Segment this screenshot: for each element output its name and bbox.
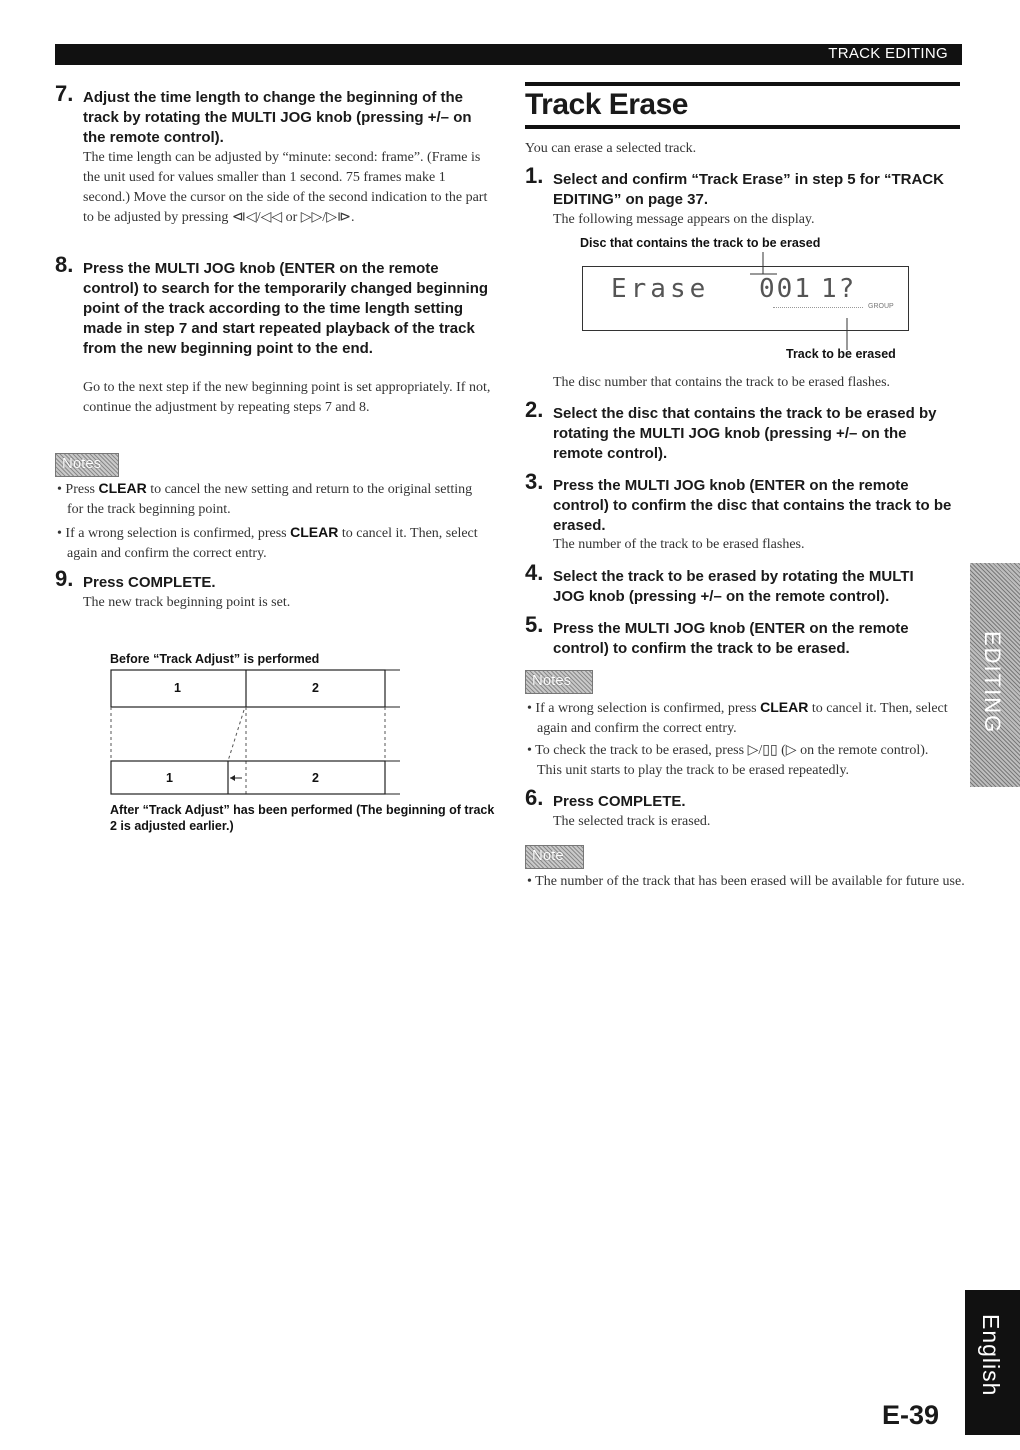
note-item: • If a wrong selection is confirmed, press CLEAR to cancel it. Then, select again and confirm the correct entry. [57,524,478,561]
guide-diagonal [228,710,244,761]
step-8 [55,252,495,359]
side-tab-editing-label: EDITING [980,631,1005,735]
step-number: 4. [525,560,544,585]
display-erase-text: Erase [611,274,710,304]
display-track-number: 1? [821,274,857,304]
step-title: Select the disc that contains the track to be erased by rotating the MULTI JOG knob (pressing +/– on the remote control). [553,405,937,462]
display-disc-number: 001 [759,274,812,304]
erase-step-6 [525,785,960,812]
display-bottom-label: Track to be erased [786,347,896,361]
title-rule-bottom [525,125,960,129]
step-8-body: Go to the next step if the new beginning point is set appropriately. If not, continue the adjustment by repeating steps 7 and 8. [83,380,491,415]
display-callout-lines [580,252,910,352]
right-notes-list [525,697,955,781]
note-label: Note [532,847,564,864]
step-7-body: The time length can be adjusted by “minute: second: frame”. (Frame is the unit used for values smaller than 1 second. 75 frames make 1 second.) Move the cursor on the side of the second indication to the part to be adjusted by pressing ⧏◁/◁◁ or ▷▷/▷⧐. [83,150,488,225]
step-7 [55,81,495,148]
erase-step-2 [525,397,960,464]
before-track-2: 2 [312,681,319,695]
diagram-before-label: Before “Track Adjust” is performed [110,652,320,666]
notes-heading [55,453,119,477]
page-number: E-39 [882,1400,940,1430]
intro-text: You can erase a selected track. [525,141,697,156]
step-number: 9. [55,566,74,591]
erase-step-5 [525,612,945,659]
step-number: 2. [525,397,544,422]
step-number: 5. [525,612,544,637]
step-number: 8. [55,252,74,277]
step-title: Press the MULTI JOG knob (ENTER on the remote control) to confirm the disc that contains the track to be erased. [553,477,952,534]
erase-notes-heading [525,670,593,694]
step-number: 6. [525,785,544,810]
note-heading [525,845,584,869]
final-note: • The number of the track that has been erased will be available for future use. [527,874,965,889]
header-bar [55,44,962,65]
step-title: Adjust the time length to change the beginning of the track by rotating the MULTI JOG knob (pressing +/– on the remote control). [83,89,472,146]
after-bar [111,761,385,794]
display-group-indicator: GROUP [868,303,894,310]
step-title: Press the MULTI JOG knob (ENTER on the remote control) to confirm the track to be erased. [553,620,909,657]
step-9-body: The new track beginning point is set. [83,595,291,610]
display-top-label: Disc that contains the track to be erased [580,236,821,250]
step-title: Press COMPLETE. [83,574,216,591]
track-adjust-diagram [108,668,408,800]
notes-label: Notes [532,672,572,689]
section-title: Track Erase [525,88,688,121]
after-track-1: 1 [166,771,173,785]
side-tab-english [965,1290,1020,1435]
step-number: 1. [525,163,544,188]
section-header-title: TRACK EDITING [828,45,948,62]
step-title: Press the MULTI JOG knob (ENTER on the remote control) to search for the temporarily changed beginning point of the track according to the time length setting made in step 7 and start repeated playback of the track from the new beginning point to the end. [83,260,489,357]
diagram-after-label: After “Track Adjust” has been performed (The beginning of track 2 is adjusted earlier.) [110,803,495,833]
flash-text: The disc number that contains the track to be erased flashes. [553,375,891,390]
adjust-arrow-head [230,775,235,781]
step-9 [55,566,495,593]
before-track-1: 1 [174,681,181,695]
step-number: 7. [55,81,74,106]
side-tab-editing [970,563,1020,787]
note-item: • Press CLEAR to cancel the new setting and return to the original setting for the track beginning point. [57,480,473,517]
step-title: Select the track to be erased by rotating the MULTI JOG knob (pressing +/– on the remote control). [553,568,914,605]
erase-step-3-body: The number of the track to be erased flashes. [553,537,805,552]
step-title: Select and confirm “Track Erase” in step 5 for “TRACK EDITING” on page 37. [553,171,944,208]
erase-step-3 [525,469,960,536]
step-title: Press COMPLETE. [553,793,686,810]
left-notes-list [55,478,490,564]
side-tab-english-label: English [978,1314,1004,1397]
step-number: 3. [525,469,544,494]
note-item: • To check the track to be erased, press ▷/▯▯ (▷ on the remote control). This unit starts to play the track to be erased repeatedly. [527,743,929,778]
note-item: • If a wrong selection is confirmed, press CLEAR to cancel it. Then, select again and confirm the correct entry. [527,699,948,736]
erase-step-4 [525,560,945,607]
erase-step-6-body: The selected track is erased. [553,814,711,829]
notes-label: Notes [62,455,102,472]
erase-step-1-body: The following message appears on the display. [553,212,815,227]
title-rule-top [525,82,960,86]
after-track-2: 2 [312,771,319,785]
before-bar [111,670,385,707]
erase-step-1 [525,163,960,210]
